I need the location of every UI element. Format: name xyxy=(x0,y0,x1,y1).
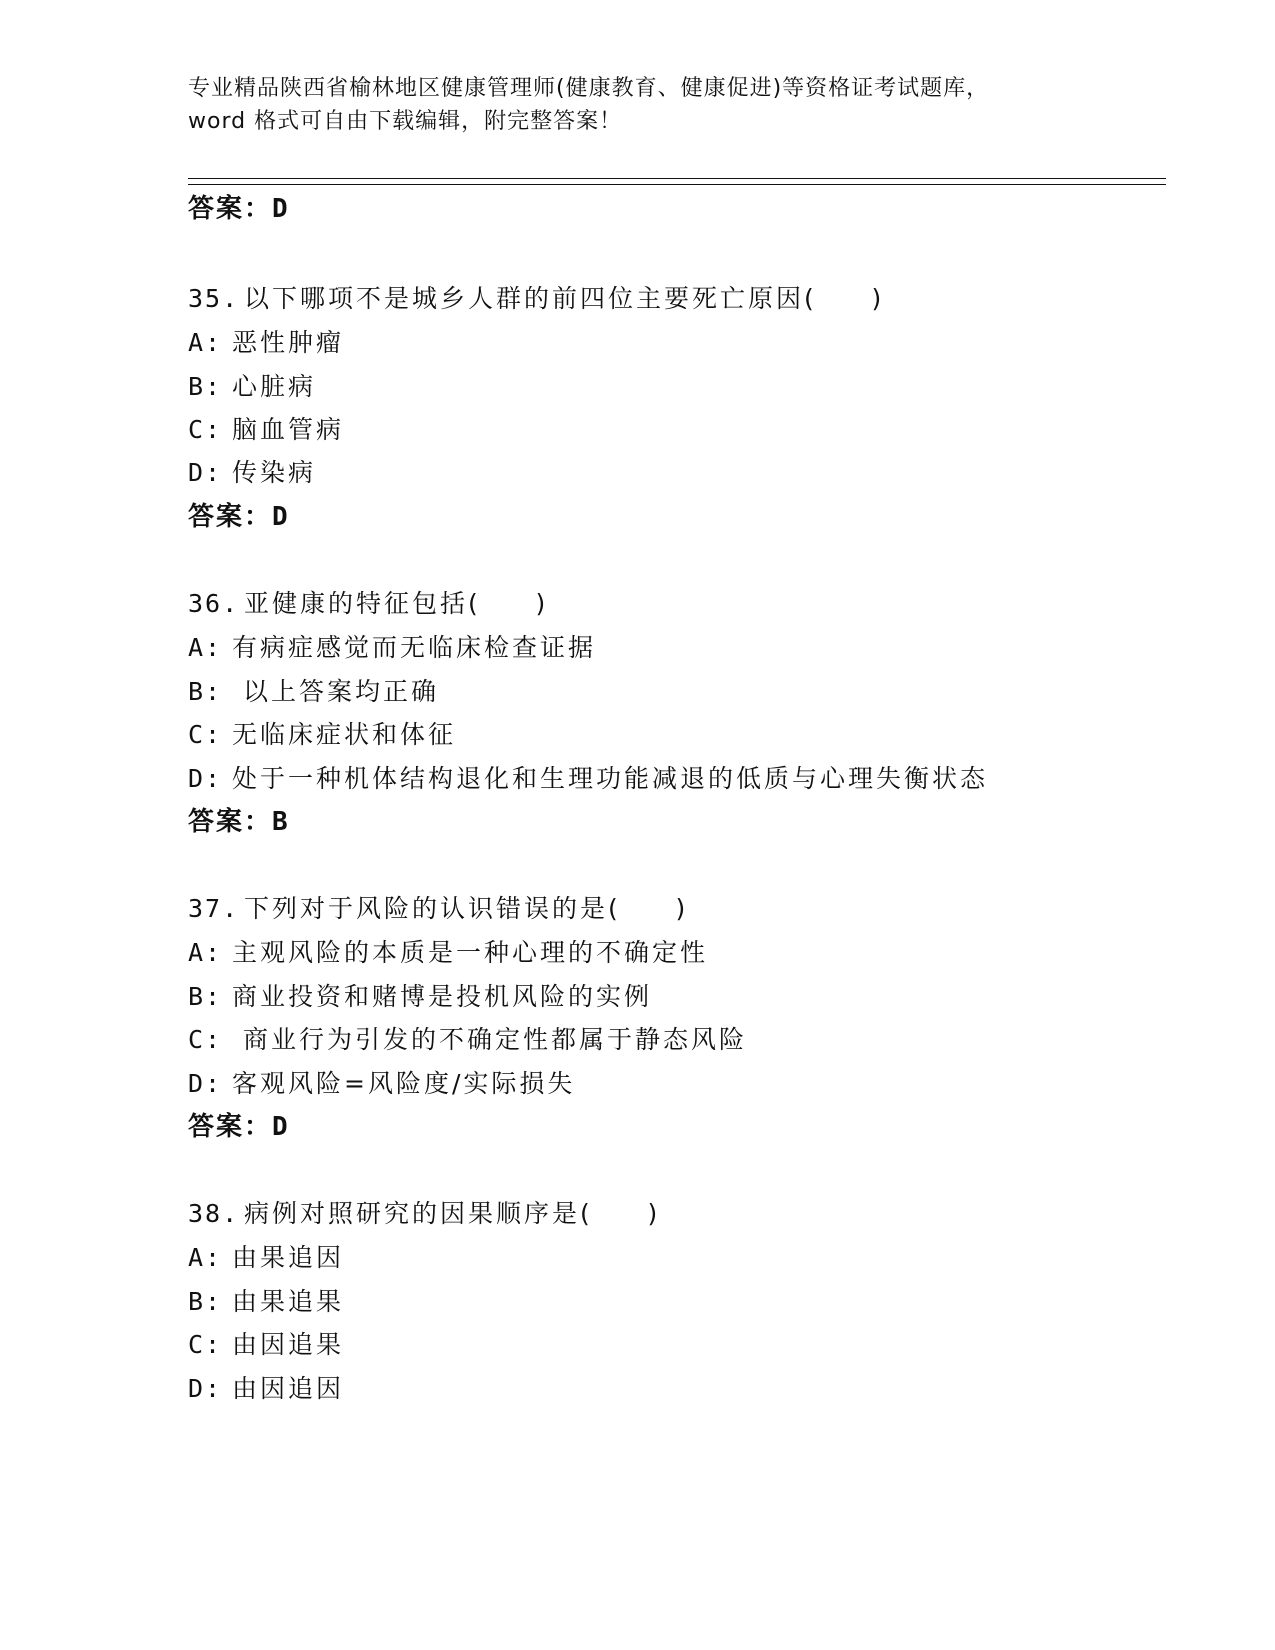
header-line-2: word 格式可自由下载编辑，附完整答案！ xyxy=(188,109,623,134)
question-number: 38. xyxy=(188,1199,240,1228)
option-key: D: xyxy=(188,458,223,487)
question-text: 亚健康的特征包括( ) xyxy=(244,589,549,618)
answer-line xyxy=(188,194,290,224)
option-b xyxy=(188,372,316,402)
option-key: D: xyxy=(188,1374,223,1403)
question-number: 36. xyxy=(188,589,240,618)
answer-value: B xyxy=(272,807,290,837)
question-35 xyxy=(188,284,884,314)
option-c xyxy=(188,720,456,750)
question-text: 下列对于风险的认识错误的是( ) xyxy=(244,894,689,923)
option-key: B: xyxy=(188,372,223,401)
option-d xyxy=(188,764,988,794)
option-key: D: xyxy=(188,764,223,793)
option-key: A: xyxy=(188,1243,223,1272)
option-text: 由果追因 xyxy=(232,1243,345,1272)
option-text: 商业投资和赌博是投机风险的实例 xyxy=(232,982,653,1011)
option-key: A: xyxy=(188,938,223,967)
option-text: 由果追果 xyxy=(232,1287,345,1316)
header-divider-bottom xyxy=(188,184,1166,185)
option-text: 无临床症状和体征 xyxy=(232,720,457,749)
option-key: C: xyxy=(188,720,223,749)
option-key: C: xyxy=(188,415,223,444)
option-c xyxy=(188,1330,344,1360)
option-key: B: xyxy=(188,1287,223,1316)
option-key: C: xyxy=(188,1025,223,1054)
option-text: 由因追果 xyxy=(232,1330,345,1359)
answer-line xyxy=(188,807,290,837)
question-number: 37. xyxy=(188,894,240,923)
option-text: 传染病 xyxy=(232,458,317,487)
answer-label: 答案： xyxy=(188,194,273,224)
option-text: 以上答案均正确 xyxy=(232,677,439,706)
option-key: B: xyxy=(188,982,223,1011)
option-d xyxy=(188,1069,575,1099)
option-text: 客观风险=风险度/实际损失 xyxy=(232,1069,576,1098)
document-header xyxy=(188,72,1088,138)
question-37 xyxy=(188,894,688,924)
answer-line xyxy=(188,502,290,532)
option-key: D: xyxy=(188,1069,223,1098)
option-key: B: xyxy=(188,677,223,706)
option-key: C: xyxy=(188,1330,223,1359)
option-b xyxy=(188,1287,344,1317)
question-text: 以下哪项不是城乡人群的前四位主要死亡原因( ) xyxy=(244,284,885,313)
option-c xyxy=(188,415,344,445)
option-b xyxy=(188,677,439,707)
answer-value: D xyxy=(272,194,290,224)
answer-line xyxy=(188,1112,290,1142)
option-text: 由因追因 xyxy=(232,1374,345,1403)
option-text: 商业行为引发的不确定性都属于静态风险 xyxy=(232,1025,747,1054)
answer-label: 答案： xyxy=(188,807,273,837)
question-38 xyxy=(188,1199,660,1229)
option-text: 心脏病 xyxy=(232,372,317,401)
option-text: 脑血管病 xyxy=(232,415,345,444)
option-a xyxy=(188,633,596,663)
question-number: 35. xyxy=(188,284,240,313)
option-key: A: xyxy=(188,328,223,357)
header-line-1: 专业精品陕西省榆林地区健康管理师(健康教育、健康促进)等资格证考试题库， xyxy=(188,76,990,101)
option-a xyxy=(188,938,708,968)
answer-value: D xyxy=(272,1112,290,1142)
option-c xyxy=(188,1025,747,1055)
option-d xyxy=(188,458,316,488)
option-b xyxy=(188,982,652,1012)
question-text: 病例对照研究的因果顺序是( ) xyxy=(244,1199,661,1228)
option-text: 恶性肿瘤 xyxy=(232,328,345,357)
answer-label: 答案： xyxy=(188,502,273,532)
option-text: 主观风险的本质是一种心理的不确定性 xyxy=(232,938,709,967)
option-text: 处于一种机体结构退化和生理功能减退的低质与心理失衡状态 xyxy=(232,764,989,793)
question-36 xyxy=(188,589,548,619)
header-divider-top xyxy=(188,178,1166,179)
option-text: 有病症感觉而无临床检查证据 xyxy=(232,633,597,662)
option-key: A: xyxy=(188,633,223,662)
answer-value: D xyxy=(272,502,290,532)
answer-label: 答案： xyxy=(188,1112,273,1142)
option-d xyxy=(188,1374,344,1404)
option-a xyxy=(188,328,344,358)
option-a xyxy=(188,1243,344,1273)
